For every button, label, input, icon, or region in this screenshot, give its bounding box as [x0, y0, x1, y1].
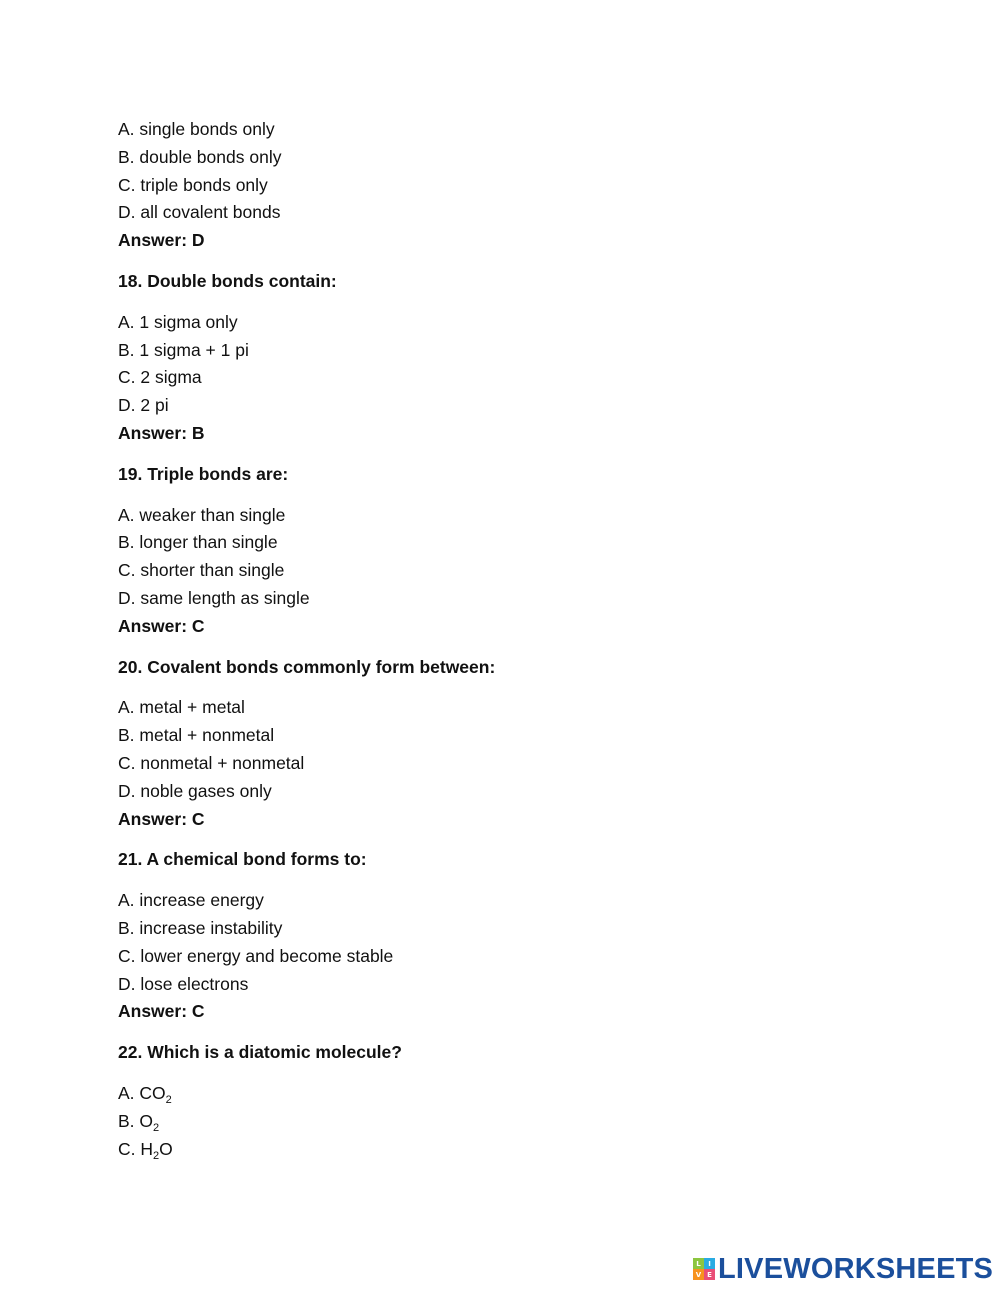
q18-option-d: D. 2 pi — [118, 395, 169, 416]
logo-mark-v: V — [693, 1269, 704, 1280]
q17-option-b: B. double bonds only — [118, 146, 282, 167]
q22-option-a — [118, 1080, 918, 1108]
q20-option-d: D. noble gases only — [118, 780, 272, 801]
q21-answer: Answer: C — [118, 1001, 205, 1022]
question-21-block — [118, 846, 918, 1026]
question-22-block — [118, 1039, 918, 1163]
q20-option-c: C. nonmetal + nonmetal — [118, 752, 305, 773]
q20-question: 20. Covalent bonds commonly form between: — [118, 656, 496, 677]
q21-option-b: B. increase instability — [118, 917, 283, 938]
q22-option-b-subscript: 2 — [153, 1121, 160, 1134]
q22-option-c-text: C. H — [118, 1138, 153, 1159]
q18-answer: Answer: B — [118, 422, 205, 443]
q22-option-c-suffix: O — [159, 1138, 173, 1159]
q21-option-d: D. lose electrons — [118, 973, 249, 994]
q17-answer: Answer: D — [118, 230, 205, 251]
liveworksheets-logo — [693, 1254, 993, 1284]
q18-option-a: A. 1 sigma only — [118, 311, 238, 332]
liveworksheets-logo-icon — [693, 1258, 715, 1280]
question-17-block — [118, 116, 918, 255]
q20-option-a: A. metal + metal — [118, 697, 245, 718]
q22-option-b — [118, 1108, 918, 1136]
q22-option-b-text: B. O — [118, 1110, 154, 1131]
q18-option-c: C. 2 sigma — [118, 367, 202, 388]
liveworksheets-logo-text: LIVEWORKSHEETS — [718, 1253, 994, 1285]
logo-mark-l: L — [693, 1258, 704, 1269]
question-20-block — [118, 654, 918, 834]
q19-option-a: A. weaker than single — [118, 504, 286, 525]
q22-option-a-subscript: 2 — [165, 1093, 172, 1106]
q22-option-c-subscript: 2 — [153, 1149, 160, 1162]
q19-option-d: D. same length as single — [118, 587, 310, 608]
q22-question: 22. Which is a diatomic molecule? — [118, 1042, 402, 1063]
worksheet-page — [118, 116, 918, 1163]
q17-option-c: C. triple bonds only — [118, 174, 268, 195]
question-19-block — [118, 461, 918, 641]
q22-option-a-text: A. CO — [118, 1082, 166, 1103]
q21-question: 21. A chemical bond forms to: — [118, 849, 367, 870]
q18-question: 18. Double bonds contain: — [118, 270, 337, 291]
question-18-block — [118, 268, 918, 448]
q21-option-c: C. lower energy and become stable — [118, 945, 394, 966]
q19-answer: Answer: C — [118, 615, 205, 636]
q17-option-a: A. single bonds only — [118, 119, 275, 139]
q19-option-c: C. shorter than single — [118, 560, 285, 581]
q21-option-a: A. increase energy — [118, 890, 264, 911]
q20-answer: Answer: C — [118, 808, 205, 829]
logo-mark-e: E — [704, 1269, 715, 1280]
q20-option-b: B. metal + nonmetal — [118, 725, 275, 746]
q18-option-b: B. 1 sigma + 1 pi — [118, 339, 249, 360]
logo-mark-i: I — [704, 1258, 715, 1269]
q22-option-c — [118, 1136, 918, 1164]
q19-question: 19. Triple bonds are: — [118, 463, 289, 484]
q19-option-b: B. longer than single — [118, 532, 278, 553]
q17-option-d: D. all covalent bonds — [118, 202, 281, 223]
